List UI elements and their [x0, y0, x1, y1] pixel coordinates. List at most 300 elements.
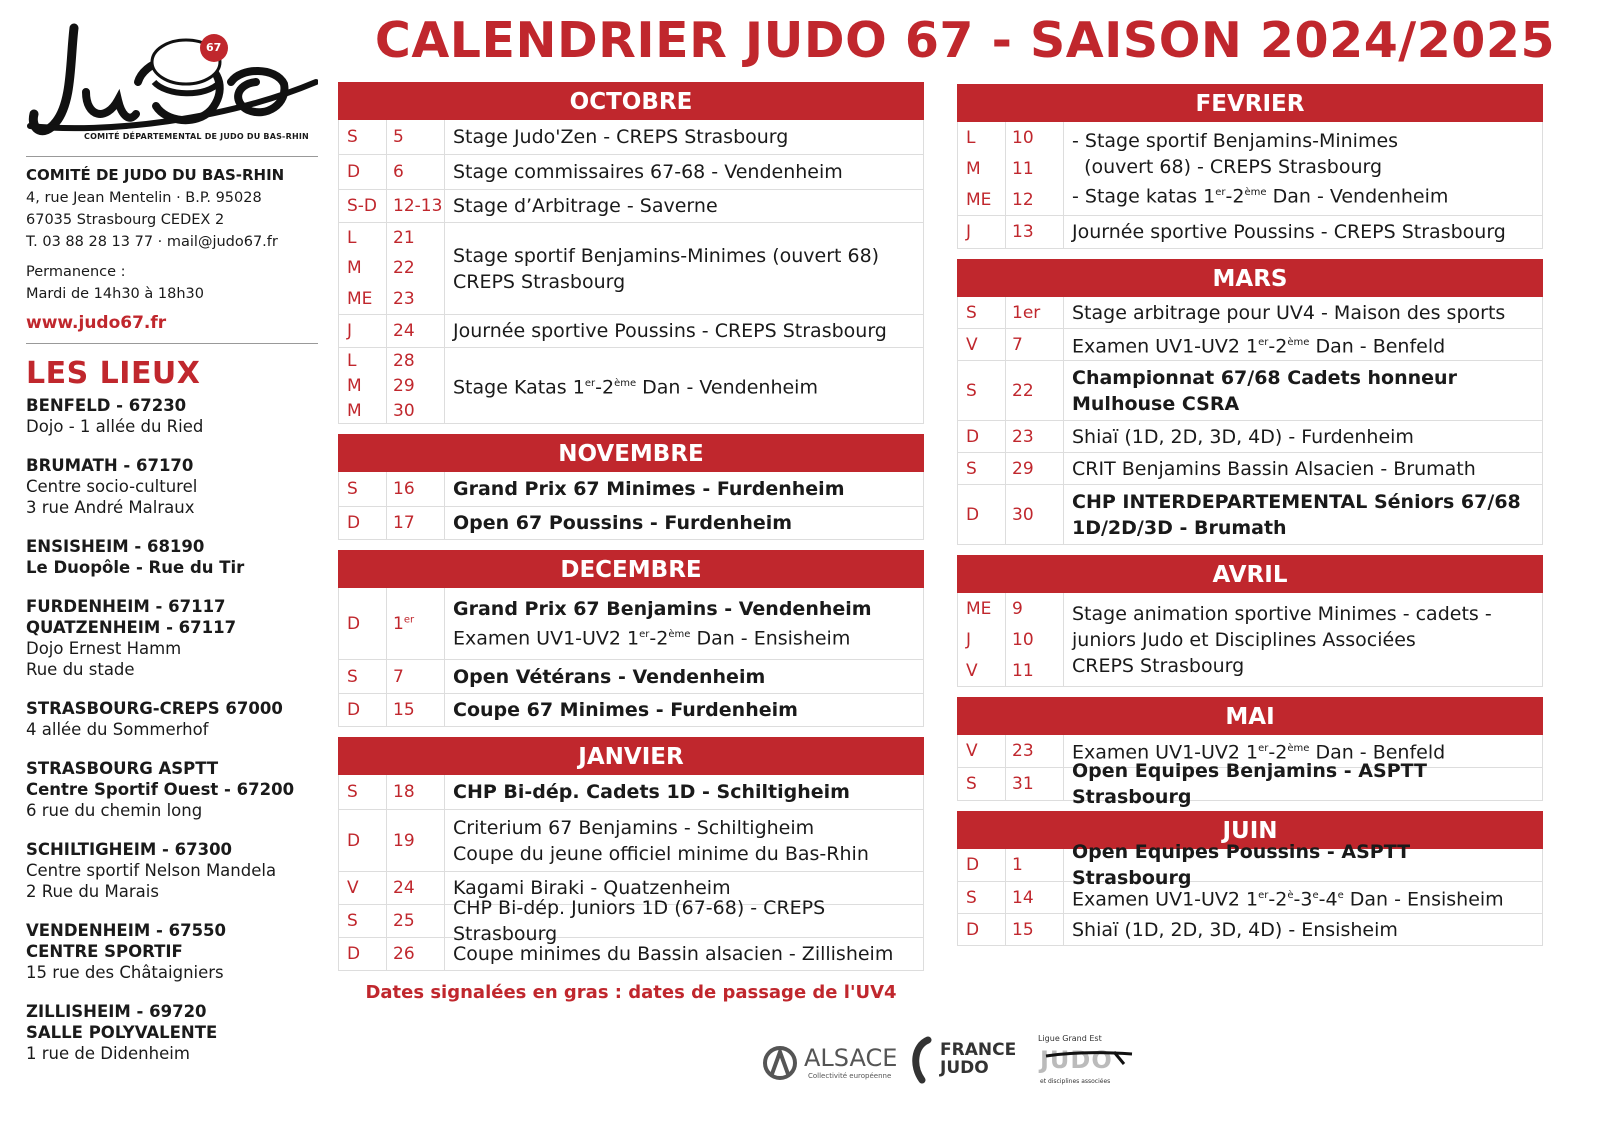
- event-date: [387, 507, 445, 539]
- event-weekday: [958, 735, 1006, 767]
- divider: [26, 343, 318, 344]
- event-weekday: [339, 810, 387, 871]
- month-table: [957, 297, 1543, 545]
- lieux-list: [26, 395, 318, 1064]
- month-block: [338, 737, 924, 971]
- weekday-label: M: [966, 158, 981, 179]
- event-row: [339, 472, 923, 507]
- event-line: Stage commissaires 67-68 - Vendenheim: [453, 161, 843, 183]
- month-block: [957, 555, 1543, 687]
- event-description: [445, 897, 923, 945]
- event-description: [1064, 882, 1542, 913]
- date-number: 12: [1012, 189, 1034, 210]
- event-row: [339, 775, 923, 810]
- event-date: [387, 588, 445, 659]
- event-description: [445, 155, 923, 189]
- date-number: 30: [1012, 504, 1034, 525]
- date-number: 11: [1012, 158, 1034, 179]
- month-table: [957, 841, 1543, 946]
- event-description: [1064, 421, 1542, 452]
- org-name: COMITÉ DE JUDO DU BAS-RHIN: [26, 166, 285, 184]
- event-line: - Stage katas 1er-2ème Dan - Vendenheim: [1072, 185, 1449, 208]
- page-title: CALENDRIER JUDO 67 - SAISON 2024/2025: [374, 12, 1556, 69]
- month-table: [957, 735, 1543, 808]
- weekday-label: S: [966, 887, 977, 908]
- weekday-label: D: [347, 830, 361, 851]
- event-description: [1064, 760, 1542, 808]
- month-header: NOVEMBRE: [338, 434, 924, 472]
- sidebar: [26, 22, 318, 1082]
- logo-subtitle: COMITÉ DÉPARTEMENTAL DE JUDO DU BAS-RHIN: [84, 132, 309, 141]
- event-row: [339, 588, 923, 660]
- event-row: [958, 122, 1542, 216]
- lieu-item: [26, 1001, 318, 1064]
- event-weekday: [339, 775, 387, 809]
- event-weekday: [339, 660, 387, 693]
- month-header: MAI: [957, 697, 1543, 735]
- event-row: [339, 223, 923, 315]
- event-weekday: [958, 421, 1006, 452]
- event-weekday: [958, 361, 1006, 420]
- event-description: [1064, 122, 1542, 215]
- event-row: [958, 216, 1542, 249]
- event-date: [1006, 361, 1064, 420]
- event-description: [1064, 485, 1542, 544]
- date-number: 22: [393, 258, 415, 279]
- event-date: [387, 872, 445, 904]
- weekday-label: D: [966, 426, 980, 447]
- event-row: [339, 155, 923, 190]
- lieu-detail: 15 rue des Châtaigniers: [26, 963, 224, 982]
- date-number: 6: [393, 162, 404, 182]
- event-description: [445, 348, 923, 423]
- alsace-text: ALSACE: [804, 1044, 898, 1072]
- weekday-label: S: [347, 911, 358, 931]
- weekday-label: D: [966, 855, 980, 875]
- event-description: [445, 810, 923, 871]
- date-number: 25: [393, 911, 415, 931]
- event-row: [958, 421, 1542, 453]
- month-block: [957, 84, 1543, 249]
- month-header: JANVIER: [338, 737, 924, 775]
- event-date: [387, 810, 445, 871]
- weekday-label: S: [347, 666, 358, 687]
- event-date: [1006, 216, 1064, 248]
- event-row: [958, 882, 1542, 914]
- date-number: 23: [1012, 741, 1034, 761]
- weekday-label: S: [347, 127, 358, 147]
- event-date: [1006, 122, 1064, 215]
- date-number: 30: [393, 400, 415, 421]
- event-description: [1064, 593, 1542, 686]
- lieu-detail: Rue du stade: [26, 660, 135, 679]
- weekday-label: M: [347, 400, 362, 421]
- date-number: 24: [393, 878, 415, 898]
- lieu-name: FURDENHEIM - 67117: [26, 597, 226, 616]
- lieu-item: [26, 536, 318, 578]
- lieu-detail: Le Duopôle - Rue du Tir: [26, 558, 245, 577]
- date-number: 19: [393, 830, 415, 851]
- event-date: [387, 775, 445, 809]
- event-row: [339, 810, 923, 872]
- event-description: [445, 507, 923, 539]
- event-date: [387, 223, 445, 314]
- event-description: [445, 190, 923, 222]
- event-date: [387, 660, 445, 693]
- event-date: [387, 694, 445, 726]
- event-row: [339, 694, 923, 727]
- weekday-label: L: [966, 127, 976, 148]
- address-line-1: 4, rue Jean Mentelin · B.P. 95028: [26, 190, 262, 206]
- event-weekday: [958, 122, 1006, 215]
- judo67-logo: [26, 22, 318, 146]
- date-number: 18: [393, 782, 415, 802]
- lieu-item: [26, 839, 318, 902]
- date-number: 24: [393, 321, 415, 341]
- date-number: 1: [1012, 855, 1023, 875]
- event-weekday: [958, 914, 1006, 945]
- event-description: [445, 588, 923, 659]
- date-number: 9: [1012, 598, 1023, 619]
- event-weekday: [958, 768, 1006, 800]
- weekday-label: M: [347, 258, 362, 279]
- event-date: [1006, 297, 1064, 328]
- event-line: CREPS Strasbourg: [1072, 654, 1245, 677]
- lieu-item: [26, 455, 318, 518]
- lieu-item: [26, 758, 318, 821]
- event-date: [1006, 421, 1064, 452]
- footer-logos: [762, 1034, 1132, 1090]
- lieu-name: VENDENHEIM - 67550: [26, 921, 227, 940]
- date-number: 7: [1012, 334, 1023, 355]
- event-line: Coupe 67 Minimes - Furdenheim: [453, 699, 798, 721]
- event-date: [1006, 485, 1064, 544]
- event-date: [1006, 329, 1064, 360]
- event-date: [387, 120, 445, 154]
- month-header: FEVRIER: [957, 84, 1543, 122]
- event-weekday: [339, 905, 387, 937]
- date-number: 13: [1012, 222, 1034, 242]
- event-weekday: [339, 315, 387, 347]
- event-description: [1064, 453, 1542, 484]
- event-line: Stage d’Arbitrage - Saverne: [453, 195, 718, 217]
- month-table: [338, 472, 924, 540]
- event-row: [339, 315, 923, 348]
- lieu-name: STRASBOURG-CREPS 67000: [26, 699, 283, 718]
- lieu-detail: Centre Sportif Ouest - 67200: [26, 780, 295, 799]
- weekday-label: D: [347, 513, 361, 533]
- event-description: [1064, 329, 1542, 360]
- lieu-detail: Dojo Ernest Hamm: [26, 639, 182, 658]
- event-line: CHP Bi-dép. Juniors 1D (67-68) - CREPS Strasbourg: [453, 897, 826, 945]
- month-table: [957, 593, 1543, 687]
- weekday-label: J: [347, 321, 353, 341]
- event-date: [1006, 768, 1064, 800]
- event-description: [445, 938, 923, 970]
- france-judo-text-2: JUDO: [940, 1058, 989, 1078]
- event-line: Journée sportive Poussins - CREPS Strasbourg: [453, 320, 887, 342]
- divider: [26, 156, 318, 157]
- lieu-detail: CENTRE SPORTIF: [26, 942, 183, 961]
- event-date: [1006, 849, 1064, 881]
- event-line: Open Equipes Poussins - ASPTT Strasbourg: [1072, 841, 1411, 889]
- ligue-judo-text: JUDO: [1040, 1046, 1113, 1074]
- month-header: JUIN: [957, 811, 1543, 849]
- date-number: 7: [393, 666, 404, 687]
- weekday-label: V: [347, 878, 359, 898]
- weekday-label: V: [966, 660, 978, 681]
- event-description: [445, 472, 923, 506]
- event-date: [387, 905, 445, 937]
- lieu-detail: 3 rue André Malraux: [26, 498, 195, 517]
- event-date: [387, 190, 445, 222]
- event-date: [1006, 882, 1064, 913]
- lieu-detail: 4 allée du Sommerhof: [26, 720, 209, 739]
- event-row: [339, 348, 923, 424]
- lieu-detail: Centre sportif Nelson Mandela: [26, 861, 277, 880]
- lieux-title: LES LIEUX: [26, 356, 201, 391]
- date-number: 10: [1012, 629, 1034, 650]
- event-weekday: [958, 329, 1006, 360]
- lieu-name: ENSISHEIM - 68190: [26, 537, 205, 556]
- lieu-item: [26, 698, 318, 740]
- event-line: Kagami Biraki - Quatzenheim: [453, 877, 731, 899]
- event-line: Criterium 67 Benjamins - Schiltigheim: [453, 816, 815, 839]
- lieu-detail: 1 rue de Didenheim: [26, 1044, 190, 1063]
- event-line: Examen UV1-UV2 1er-2ème Dan - Benfeld: [1072, 741, 1446, 764]
- event-line: Championnat 67/68 Cadets honneur: [1072, 366, 1457, 389]
- france-judo-icon: [908, 1036, 938, 1084]
- weekday-label: J: [966, 222, 972, 242]
- france-judo-text-1: FRANCE: [940, 1040, 1017, 1060]
- event-weekday: [339, 472, 387, 506]
- event-weekday: [958, 453, 1006, 484]
- weekday-label: D: [347, 944, 361, 964]
- weekday-label: V: [966, 741, 978, 761]
- event-date: [387, 472, 445, 506]
- weekday-label: V: [966, 334, 978, 355]
- permanence-label: Permanence :: [26, 264, 126, 280]
- event-row: [958, 453, 1542, 485]
- lieu-detail: QUATZENHEIM - 67117: [26, 618, 237, 637]
- month-table: [338, 120, 924, 424]
- ligue-sub-text: et disciplines associées: [1040, 1078, 1111, 1085]
- date-number: 11: [1012, 660, 1034, 681]
- weekday-label: ME: [347, 288, 373, 309]
- date-number: 23: [1012, 426, 1034, 447]
- lieu-item: [26, 395, 318, 437]
- event-line: Stage Judo'Zen - CREPS Strasbourg: [453, 126, 789, 148]
- event-line: CREPS Strasbourg: [453, 270, 626, 293]
- month-table: [338, 775, 924, 971]
- phone-mail: T. 03 88 28 13 77 · mail@judo67.fr: [26, 234, 278, 250]
- event-line: Open Equipes Benjamins - ASPTT Strasbourg: [1072, 760, 1427, 808]
- event-weekday: [958, 485, 1006, 544]
- weekday-label: D: [347, 700, 361, 720]
- weekday-label: S: [347, 782, 358, 802]
- date-number: 14: [1012, 887, 1034, 908]
- event-row: [958, 841, 1542, 889]
- judo-logo-icon: [26, 22, 318, 140]
- weekday-label: S: [966, 774, 977, 794]
- lieu-name: BRUMATH - 67170: [26, 456, 194, 475]
- event-weekday: [339, 348, 387, 423]
- event-weekday: [339, 694, 387, 726]
- event-line: - Stage sportif Benjamins-Minimes: [1072, 129, 1399, 152]
- event-row: [958, 297, 1542, 329]
- event-line: Coupe du jeune officiel minime du Bas-Rhin: [453, 842, 869, 865]
- month-block: [957, 811, 1543, 946]
- month-block: [957, 259, 1543, 545]
- date-number: 15: [393, 700, 415, 720]
- event-row: [958, 485, 1542, 545]
- event-line: (ouvert 68) - CREPS Strasbourg: [1072, 155, 1383, 178]
- event-line: Open 67 Poussins - Furdenheim: [453, 512, 793, 534]
- event-row: [958, 914, 1542, 946]
- event-line: juniors Judo et Disciplines Associées: [1072, 628, 1416, 651]
- event-date: [1006, 453, 1064, 484]
- weekday-label: ME: [966, 598, 992, 619]
- event-description: [445, 120, 923, 154]
- event-description: [445, 660, 923, 693]
- weekday-label: J: [966, 629, 972, 650]
- weekday-label: ME: [966, 189, 992, 210]
- date-number: 29: [1012, 458, 1034, 479]
- event-date: [387, 348, 445, 423]
- weekday-label: S-D: [347, 196, 378, 216]
- event-date: [1006, 914, 1064, 945]
- date-number: 31: [1012, 774, 1034, 794]
- uv4-note: Dates signalées en gras : dates de passage de l'UV4: [365, 982, 897, 1003]
- event-weekday: [339, 190, 387, 222]
- weekday-label: L: [347, 228, 357, 249]
- event-line: Shiaï (1D, 2D, 3D, 4D) - Ensisheim: [1072, 918, 1398, 941]
- ligue-top-text: Ligue Grand Est: [1038, 1034, 1102, 1043]
- month-header: MARS: [957, 259, 1543, 297]
- event-line: Shiaï (1D, 2D, 3D, 4D) - Furdenheim: [1072, 425, 1414, 448]
- event-weekday: [958, 593, 1006, 686]
- weekday-label: L: [347, 350, 357, 371]
- date-number: 23: [393, 288, 415, 309]
- lieu-name: SCHILTIGHEIM - 67300: [26, 840, 233, 859]
- event-line: Stage sportif Benjamins-Minimes (ouvert 68): [453, 244, 880, 267]
- event-line: Journée sportive Poussins - CREPS Strasbourg: [1072, 221, 1506, 243]
- event-row: [958, 760, 1542, 808]
- weekday-label: D: [347, 613, 361, 634]
- event-weekday: [339, 872, 387, 904]
- event-weekday: [339, 588, 387, 659]
- event-line: 1D/2D/3D - Brumath: [1072, 516, 1287, 539]
- event-row: [339, 897, 923, 945]
- event-line: CHP INTERDEPARTEMENTAL Séniors 67/68: [1072, 490, 1521, 513]
- event-weekday: [958, 216, 1006, 248]
- date-number: 28: [393, 350, 415, 371]
- address-line-2: 67035 Strasbourg CEDEX 2: [26, 212, 225, 228]
- event-row: [958, 329, 1542, 361]
- event-weekday: [958, 849, 1006, 881]
- event-description: [445, 775, 923, 809]
- weekday-label: D: [966, 504, 980, 525]
- event-line: Stage Katas 1er-2ème Dan - Vendenheim: [453, 376, 818, 399]
- event-line: Grand Prix 67 Benjamins - Vendenheim: [453, 597, 872, 620]
- event-row: [339, 190, 923, 223]
- lieu-name: STRASBOURG ASPTT: [26, 759, 219, 778]
- event-weekday: [339, 223, 387, 314]
- lieu-name: ZILLISHEIM - 69720: [26, 1002, 207, 1021]
- event-date: [387, 315, 445, 347]
- date-number: 12-13: [393, 196, 443, 216]
- month-header: OCTOBRE: [338, 82, 924, 120]
- alsace-icon: [762, 1044, 802, 1082]
- event-description: [1064, 914, 1542, 945]
- date-number: 16: [393, 479, 415, 499]
- alsace-subtitle: Collectivité européenne: [808, 1072, 892, 1080]
- weekday-label: S: [966, 380, 977, 401]
- event-line: Examen UV1-UV2 $1er-2^è-3e-4e$ Dan - Ensisheim: [1072, 888, 1504, 911]
- weekday-label: S: [966, 302, 977, 323]
- lieu-detail: Centre socio-culturel: [26, 477, 198, 496]
- event-weekday: [339, 507, 387, 539]
- event-date: [1006, 735, 1064, 767]
- event-date: [387, 155, 445, 189]
- event-row: [339, 120, 923, 155]
- event-line: Examen UV1-UV2 1er-2ème Dan - Benfeld: [1072, 335, 1446, 358]
- event-line: Stage animation sportive Minimes - cadets -: [1072, 602, 1492, 625]
- event-weekday: [339, 120, 387, 154]
- date-number: 1er: [393, 613, 415, 634]
- website-link[interactable]: www.judo67.fr: [26, 313, 167, 333]
- event-line: Stage arbitrage pour UV4 - Maison des sports: [1072, 301, 1506, 324]
- date-number: 5: [393, 127, 404, 147]
- event-date: [387, 938, 445, 970]
- event-description: [1064, 216, 1542, 248]
- weekday-label: M: [347, 375, 362, 396]
- event-line: Examen UV1-UV2 1er-2ème Dan - Ensisheim: [453, 627, 851, 650]
- month-table: [957, 122, 1543, 249]
- event-row: [339, 507, 923, 540]
- event-line: Open Vétérans - Vendenheim: [453, 665, 766, 688]
- event-line: Coupe minimes du Bassin alsacien - Zillisheim: [453, 943, 894, 965]
- date-number: 10: [1012, 127, 1034, 148]
- date-number: 21: [393, 228, 415, 249]
- weekday-label: D: [347, 162, 361, 182]
- date-number: 22: [1012, 380, 1034, 401]
- weekday-label: D: [966, 919, 980, 940]
- lieu-detail: 2 Rue du Marais: [26, 882, 159, 901]
- calendar-column-left: [338, 82, 924, 981]
- weekday-label: S: [966, 458, 977, 479]
- date-number: 29: [393, 375, 415, 396]
- month-block: [338, 434, 924, 540]
- event-line: Grand Prix 67 Minimes - Furdenheim: [453, 478, 845, 500]
- event-weekday: [339, 155, 387, 189]
- date-number: 15: [1012, 919, 1034, 940]
- date-number: 26: [393, 944, 415, 964]
- event-weekday: [339, 938, 387, 970]
- date-number: 1er: [1012, 302, 1041, 323]
- month-header: AVRIL: [957, 555, 1543, 593]
- event-line: CHP Bi-dép. Cadets 1D - Schiltigheim: [453, 781, 850, 803]
- event-date: [1006, 593, 1064, 686]
- ligue-belt-icon: [1044, 1046, 1134, 1066]
- lieu-detail: SALLE POLYVALENTE: [26, 1023, 218, 1042]
- logo-badge: 67: [206, 41, 222, 54]
- month-header: DECEMBRE: [338, 550, 924, 588]
- event-line: CRIT Benjamins Bassin Alsacien - Brumath: [1072, 457, 1476, 480]
- event-description: [445, 315, 923, 347]
- event-line: Mulhouse CSRA: [1072, 392, 1240, 415]
- event-description: [1064, 841, 1542, 889]
